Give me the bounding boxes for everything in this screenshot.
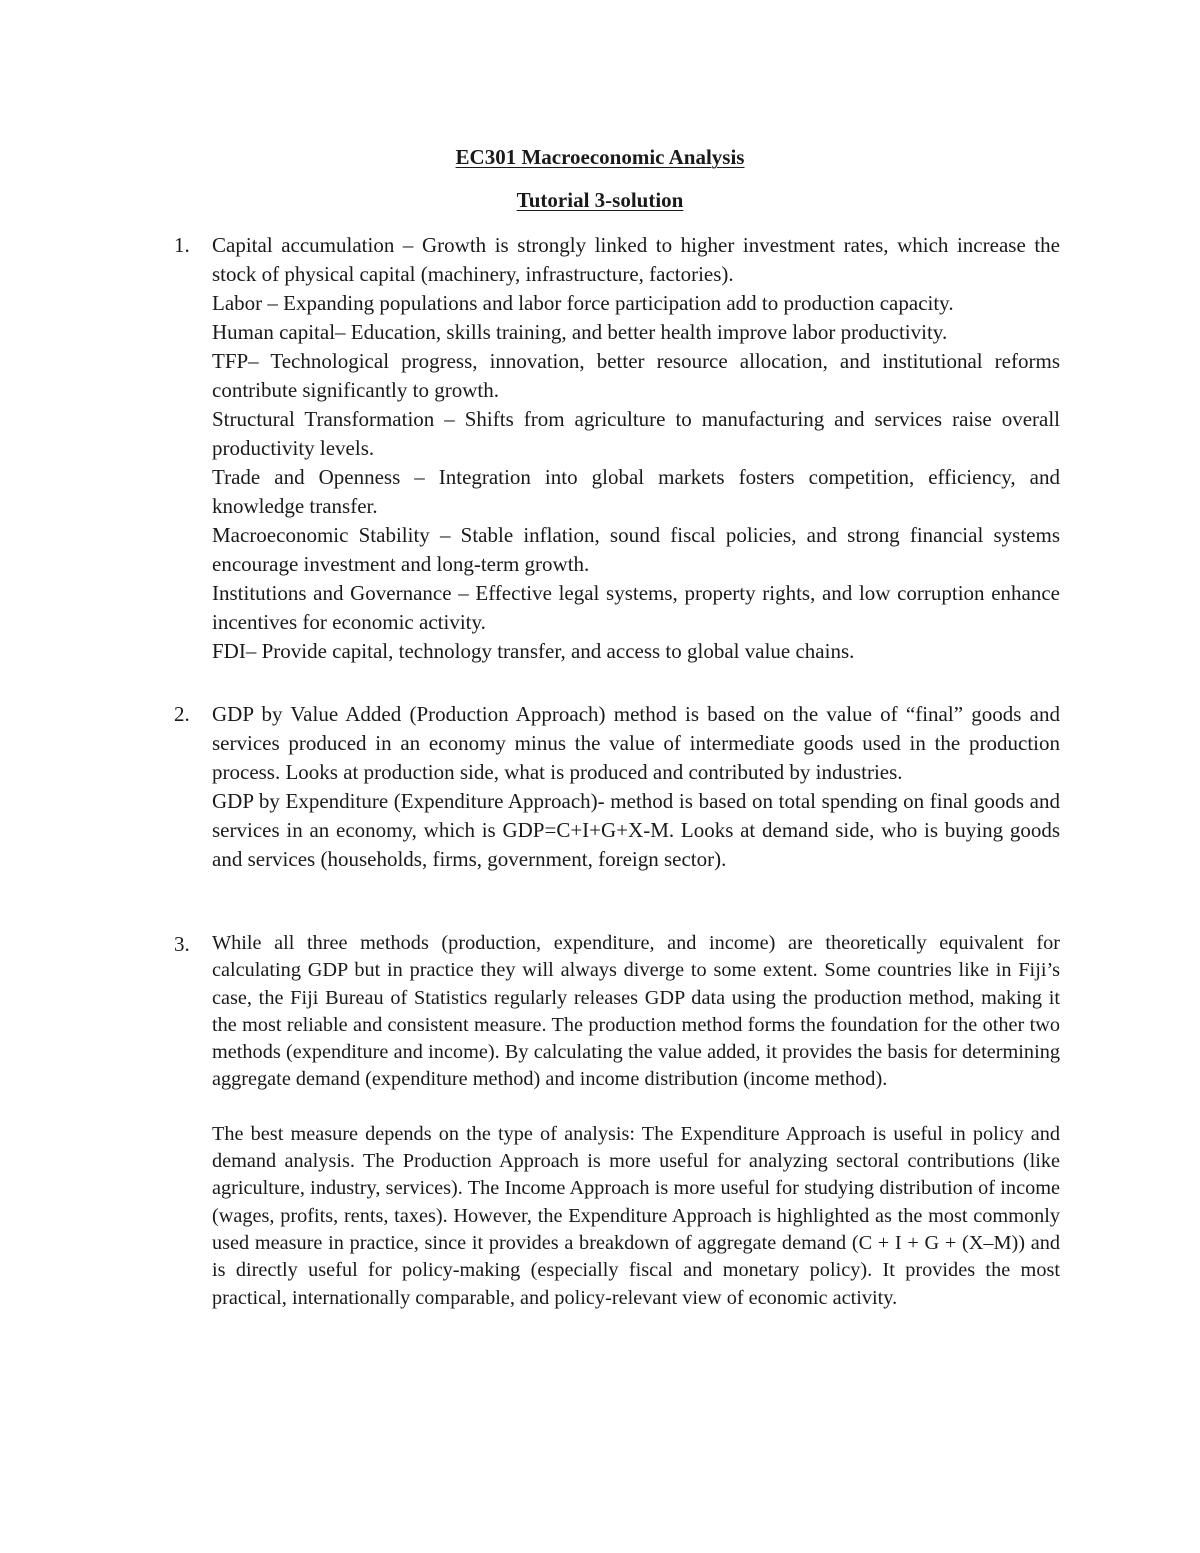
answer-paragraph: GDP by Value Added (Production Approach) method is based on the value of “final” goods and services produced in an economy minus the value of intermediate goods used in the production process. Looks at production side, what is produced and contributed by industries. bbox=[212, 702, 1060, 784]
answer-paragraph: Institutions and Governance – Effective legal systems, property rights, and low corruption enhance incentives for economic activity. bbox=[212, 581, 1060, 634]
list-item-number: 3. bbox=[174, 932, 190, 956]
answer-paragraph: TFP– Technological progress, innovation, better resource allocation, and institutional reforms contribute significantly to growth. bbox=[212, 349, 1060, 402]
answer-paragraph: Capital accumulation – Growth is strongly linked to higher investment rates, which increase the stock of physical capital (machinery, infrastructure, factories). bbox=[212, 233, 1060, 286]
answer-paragraph: FDI– Provide capital, technology transfer, and access to global value chains. bbox=[212, 639, 855, 663]
answer-paragraph: Human capital– Education, skills training, and better health improve labor productivity. bbox=[212, 320, 948, 344]
document-title: EC301 Macroeconomic Analysis bbox=[455, 145, 745, 169]
answer-paragraph: While all three methods (production, expenditure, and income) are theoretically equivalent for calculating GDP but in practice they will always diverge to some extent. Some countries like in Fiji’s case, the Fiji Bureau of Statistics regularly releases GDP data using the production method, making it the most reliable and consistent measure. The production method forms the foundation for the other two methods (expenditure and income). By calculating the value added, it provides the basis for determining aggregate demand (expenditure method) and income distribution (income method). bbox=[212, 932, 1060, 1091]
answer-paragraph: Trade and Openness – Integration into global markets fosters competition, efficiency, and knowledge transfer. bbox=[212, 465, 1060, 518]
answer-paragraph: Labor – Expanding populations and labor force participation add to production capacity. bbox=[212, 291, 954, 315]
document-subtitle: Tutorial 3-solution bbox=[516, 188, 684, 212]
answer-paragraph: The best measure depends on the type of analysis: The Expenditure Approach is useful in policy and demand analysis. The Production Approach is more useful for analyzing sectoral contributions (like agriculture, industry, services). The Income Approach is more useful for studying distribution of income (wages, profits, rents, taxes). However, the Expenditure Approach is highlighted as the most commonly used measure in practice, since it provides a breakdown of aggregate demand (C + I + G + (X–M)) and is directly useful for policy-making (especially fiscal and monetary policy). It provides the most practical, internationally comparable, and policy-relevant view of economic activity. bbox=[212, 1122, 1060, 1309]
answer-paragraph: Macroeconomic Stability – Stable inflation, sound fiscal policies, and strong financial systems encourage investment and long-term growth. bbox=[212, 523, 1060, 576]
list-item-body bbox=[212, 700, 1060, 874]
paragraph-spacer bbox=[212, 1094, 1060, 1121]
answer-paragraph: Structural Transformation – Shifts from agriculture to manufacturing and services raise overall productivity levels. bbox=[212, 407, 1060, 460]
answer-paragraph: GDP by Expenditure (Expenditure Approach)- method is based on total spending on final goods and services in an economy, which is GDP=C+I+G+X-M. Looks at demand side, who is buying goods and services (households, firms, government, foreign sector). bbox=[212, 789, 1060, 871]
list-item-number: 2. bbox=[174, 702, 190, 726]
list-item-body bbox=[212, 231, 1060, 666]
list-item-body bbox=[212, 930, 1060, 1312]
list-item-number: 1. bbox=[174, 233, 190, 257]
